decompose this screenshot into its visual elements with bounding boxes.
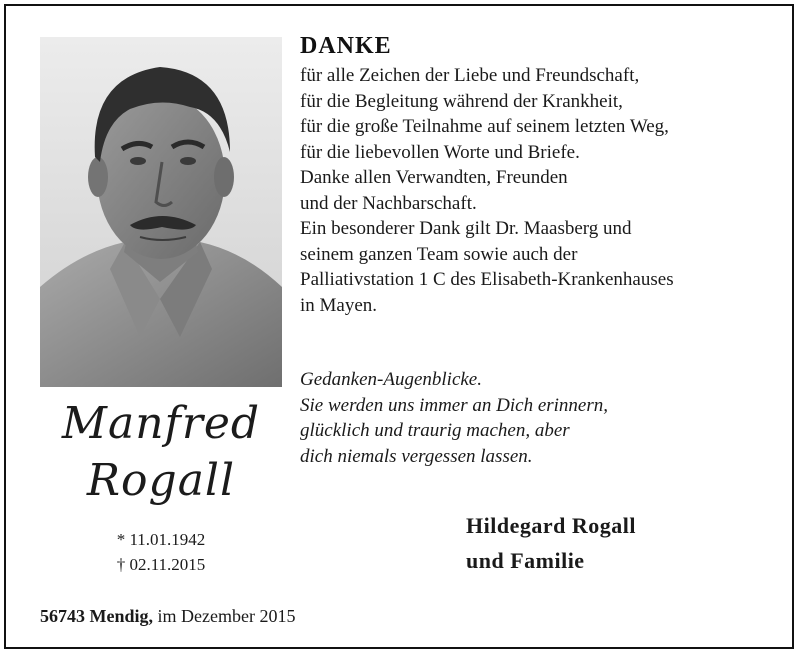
thanks-line: für die große Teilnahme auf seinem letzten Weg, [300,116,669,137]
thanks-line: in Mayen. [300,294,378,316]
thanks-line: Palliativstation 1 C des Elisabeth-Krankenhauses [300,269,674,290]
place-date-line [40,606,295,627]
birth-date: * 11.01.1942 [116,530,206,549]
quote-line: dich niemals vergessen lassen. [300,445,533,467]
thanks-line: für die Begleitung während der Krankheit, [300,90,623,112]
thanks-line: Ein besonderer Dank gilt Dr. Maasberg und [300,218,632,239]
signer-family: und Familie [466,548,585,573]
death-date: † 02.11.2015 [116,555,206,574]
quote-line: Sie werden uns immer an Dich erinnern, [300,394,608,416]
thanks-line: Danke allen Verwandten, Freunden [300,167,568,188]
place: 56743 Mendig, [40,606,154,626]
thanks-line: für die liebevollen Worte und Briefe. [300,141,580,163]
deceased-last-name: Rogall [86,455,236,506]
quote-line: glücklich und traurig machen, aber [300,420,570,441]
signer-name: Hildegard Rogall [466,513,636,538]
thanks-line: seinem ganzen Team sowie auch der [300,243,578,265]
thanks-line: und der Nachbarschaft. [300,192,477,214]
date: im Dezember 2015 [153,606,296,626]
portrait-photo [40,37,282,387]
memorial-quote [300,367,608,469]
thanks-text [300,63,674,318]
deceased-first-name: Manfred [61,398,261,449]
notice-heading: DANKE [300,33,392,59]
quote-line: Gedanken-Augenblicke. [300,369,482,390]
thanks-line: für alle Zeichen der Liebe und Freundschaft, [300,65,640,86]
